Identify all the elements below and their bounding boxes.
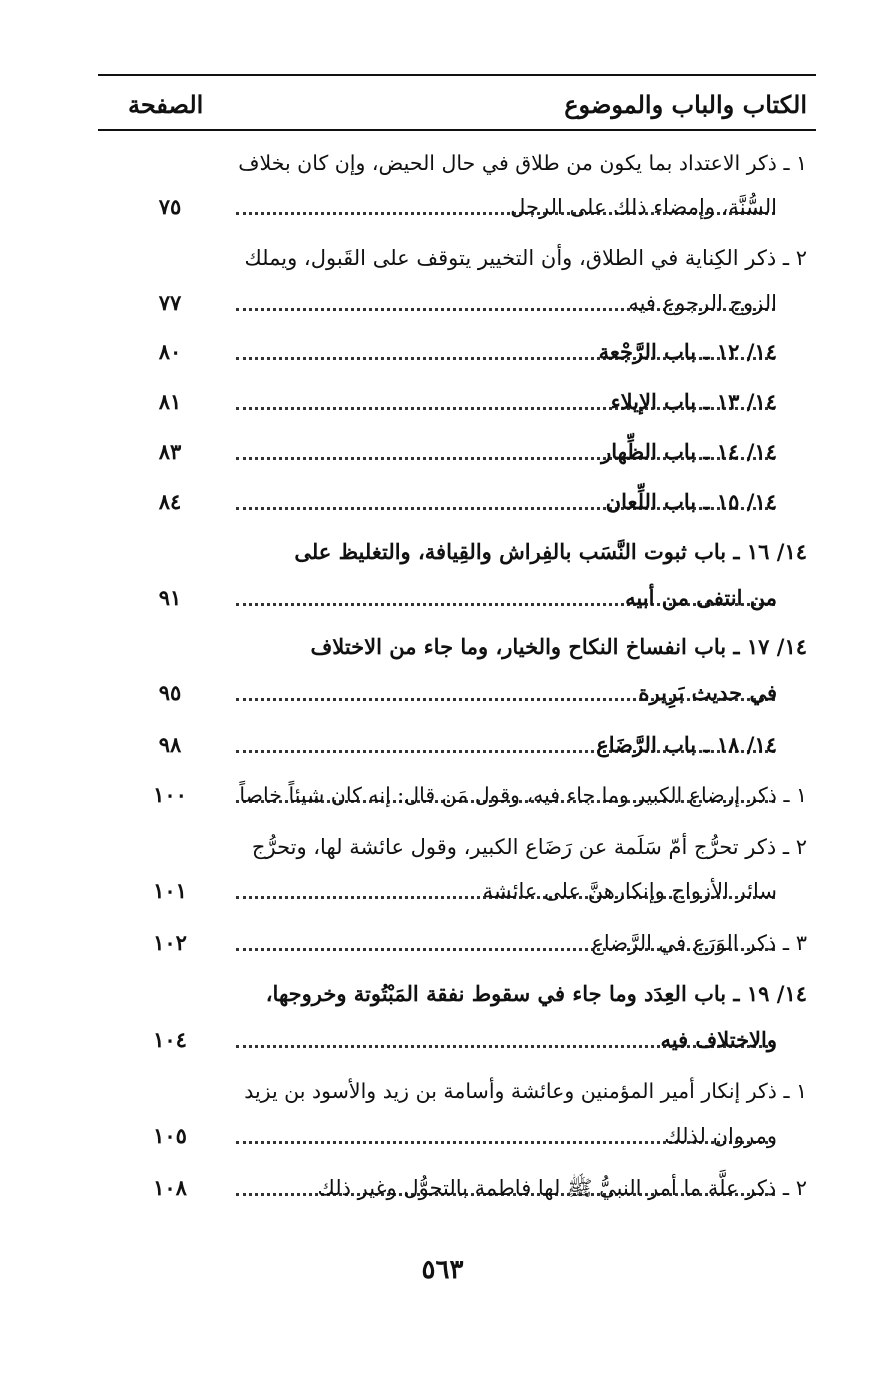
toc-entry-page: ١٠٤ <box>153 1027 187 1052</box>
toc-entry-page: ٩٨ <box>158 732 182 757</box>
toc-entry-text: ومروان لذلك <box>664 1124 777 1148</box>
header-page-column: الصفحة <box>128 90 204 119</box>
toc-entry-text: ٢ ـ ذكر الكِناية في الطلاق، وأن التخيير يتوقف على القَبول، ويملك <box>244 246 807 270</box>
toc-entry-page: ٨٣ <box>158 439 182 464</box>
toc-entry <box>0 622 885 672</box>
toc-entry-text: ١ ـ ذكر إرضاع الكبير وما جاء فيه، وقول مَن قال: إنه كان شيئاً خاصاً <box>239 783 807 807</box>
toc-entry <box>0 527 885 577</box>
toc-entry-text: ١٤/ ١٧ ـ باب انفساخ النكاح والخيار، وما جاء من الاختلاف <box>310 634 807 659</box>
toc-entry-page: ١٠١ <box>153 878 187 903</box>
toc-entry-text: ١٤/ ١٢ ـ باب الرَّجْعة <box>598 339 777 364</box>
toc-entry <box>0 969 885 1019</box>
toc-entry-text: والاختلاف فيه <box>660 1027 777 1052</box>
toc-entry-text: ٣ ـ ذكر الوَرَع في الرَّضاع <box>591 931 807 955</box>
toc-entry <box>0 377 885 427</box>
toc-entry-text: ٢ ـ ذكر تحرُّج أمّ سَلَمة عن رَضَاع الكبير، وقول عائشة لها، وتحرُّج <box>251 835 807 859</box>
toc-entry <box>0 770 885 820</box>
toc-entry <box>0 327 885 377</box>
toc-entry-text: ١٤/ ١٥ ـ باب اللِّعان <box>605 489 777 514</box>
toc-entry-page: ١٠٠ <box>153 782 187 807</box>
toc-entry-page: ١٠٥ <box>153 1123 187 1148</box>
toc-entry-page: ٧٥ <box>158 194 182 219</box>
toc-entry-text: الزوج الرجوع فيه <box>628 291 777 315</box>
page-number: ٥٦٣ <box>421 1255 464 1285</box>
toc-entry-text: ١ ـ ذكر إنكار أمير المؤمنين وعائشة وأسامة بن زيد والأسود بن يزيد <box>244 1079 807 1103</box>
toc-entry-text: في حديث بَرِيرة <box>638 680 777 705</box>
toc-entry <box>0 182 885 232</box>
toc-entry-text: ١٤/ ١٨ ـ باب الرَّضَاع <box>596 732 777 757</box>
toc-entry-text: ١٤/ ١٣ ـ باب الإيلاء <box>610 389 777 414</box>
toc-entry-page: ٨٤ <box>158 489 182 514</box>
toc-entry-page: ١٠٨ <box>153 1175 187 1200</box>
toc-entry-text: ١ ـ ذكر الاعتداد بما يكون من طلاق في حال الحيض، وإن كان بخلاف <box>238 151 807 175</box>
toc-entry-text: السُّنَّة، وإمضاء ذلك على الرجل <box>510 195 777 219</box>
toc-entry-page: ٧٧ <box>158 290 182 315</box>
toc-entry-page: ٩١ <box>158 585 182 610</box>
toc-entry <box>0 138 885 188</box>
toc-entry <box>0 668 885 718</box>
toc-entry <box>0 233 885 283</box>
toc-entry <box>0 477 885 527</box>
toc-entry-page: ٩٥ <box>158 680 182 705</box>
toc-entry-page: ١٠٢ <box>153 930 187 955</box>
toc-entry <box>0 1066 885 1116</box>
toc-entry <box>0 427 885 477</box>
toc-entry <box>0 822 885 872</box>
toc-entry-text: ١٤/ ١٩ ـ باب العِدَد وما جاء في سقوط نفقة المَبْتُوتة وخروجها، <box>265 981 807 1006</box>
toc-entry-text: ١٤/ ١٦ ـ باب ثبوت النَّسَب بالفِراش والقِيافة، والتغليظ على <box>294 539 807 564</box>
toc-entry <box>0 278 885 328</box>
toc-entry <box>0 1111 885 1161</box>
toc-entry-page: ٨٠ <box>158 339 182 364</box>
toc-entry <box>0 866 885 916</box>
header-bottom-rule <box>98 129 816 131</box>
toc-entry-text: ٢ ـ ذكر علَّة ما أمر النبيُّ ﷺ لها فاطمة بالتحوُّل وغير ذلك <box>317 1176 807 1200</box>
toc-entry <box>0 720 885 770</box>
toc-entry <box>0 573 885 623</box>
toc-entry-page: ٨١ <box>158 389 182 414</box>
toc-entry-text: سائر الأزواج وإنكارهنَّ على عائشة <box>482 879 777 903</box>
toc-entry <box>0 1163 885 1213</box>
toc-entry <box>0 1015 885 1065</box>
toc-entry <box>0 918 885 968</box>
header-top-rule <box>98 74 816 76</box>
header-title: الكتاب والباب والموضوع <box>564 90 807 119</box>
toc-entry-text: من انتفى من أبيه <box>625 585 777 610</box>
toc-entry-text: ١٤/ ١٤ ـ باب الظِّهار <box>601 439 777 464</box>
